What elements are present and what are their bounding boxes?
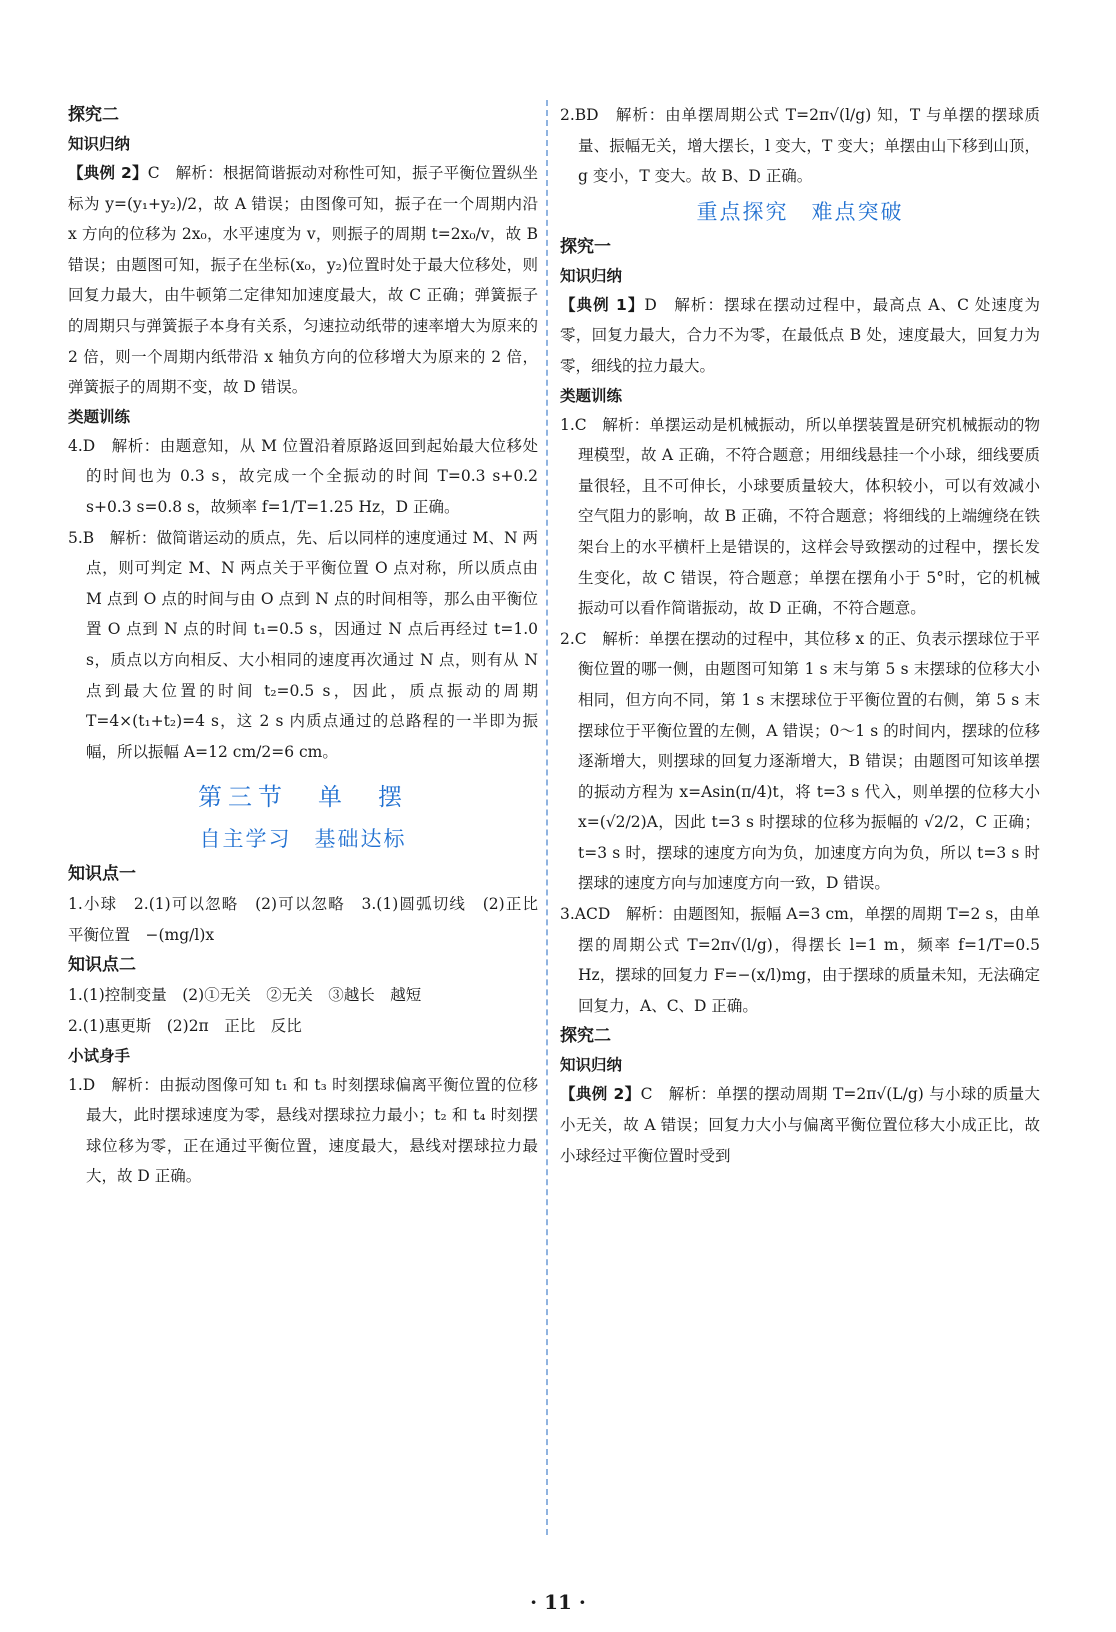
dianli2-label: 【典例 2】	[68, 164, 148, 182]
dianli2-paragraph	[68, 158, 538, 403]
heading-leiti-xunlian-r: 类题训练	[560, 386, 623, 405]
r-answer-3: 3.ACD 解析：由题图知，振幅 A=3 cm，单摆的周期 T=2 s，由单摆的周期公式 T=2π√(l/g)，得摆长 l=1 m，频率 f=1/T=0.5 Hz，摆球的回复力 F=−(x/l)mg，由于摆球的质量未知，无法确定回复力，A、C、D 正确。	[560, 905, 1040, 1015]
dianli1-label: 【典例 1】	[560, 295, 645, 314]
zhishidian2-line1: 1.(1)控制变量 (2)①无关 ②无关 ③越长 越短	[68, 986, 422, 1005]
heading-zhishi-guina-r2: 知识归纳	[560, 1056, 623, 1075]
section-title: 第三节 单 摆	[198, 783, 408, 812]
dianli1-paragraph	[560, 290, 1040, 382]
r-answer-2: 2.C 解析：单摆在摆动的过程中，其位移 x 的正、负表示摆球位于平衡位置的哪一侧，由题图可知第 1 s 末与第 5 s 末摆球的位移大小相同，但方向不同，第 1 s 末摆球位于平衡位置的右侧，第 5 s 末摆球位于平衡位置的左侧，A 错误；0～1 s 的时间内，摆球的位移逐渐增大，则摆球的回复力逐渐增大，B 错误；由题图可知该单摆的振动方程为 x=Asin(π/4)t，将 t=3 s 代入，则单摆的位移大小 x=(√2/2)A，因此 t=3 s 时摆球的位移为振幅的 √2/2，C 正确；t=3 s 时，摆球的速度方向为负，加速度方向为负，所以 t=3 s 时摆球的速度方向与加速度方向一致，D 错误。	[560, 629, 1040, 893]
heading-zhishidian1: 知识点一	[68, 864, 136, 885]
heading-tanjiu1: 探究一	[560, 236, 611, 257]
answer-4: 4.D 解析：由题意知，从 M 位置沿着原路返回到起始最大位移处的时间也为 0.3 s，故完成一个全振动的时间 T=0.3 s+0.2 s+0.3 s=0.8 s，故频率 f=1/T=1.25 Hz，D 正确。	[68, 436, 538, 516]
zhishidian1-answers: 1.小球 2.(1)可以忽略 (2)可以忽略 3.(1)圆弧切线 (2)正比 平衡位置 −(mg/l)x	[68, 895, 554, 944]
section-subtitle-2: 重点探究 难点突破	[696, 199, 904, 224]
answer-2bd: 2.BD 解析：由单摆周期公式 T=2π√(l/g) 知，T 与单摆的摆球质量、振幅无关，增大摆长，l 变大，T 变大；单摆由山下移到山顶，g 变小，T 变大。故 B、D 正确。	[560, 106, 1040, 186]
heading-tanjiu2-r: 探究二	[560, 1026, 611, 1047]
r-answer-1: 1.C 解析：单摆运动是机械振动，所以单摆装置是研究机械振动的物理模型，故 A 正确，不符合题意；用细线悬挂一个小球，细线要质量很轻，且不可伸长，小球要质量较大，体积较小，可以有效减小空气阻力的影响，故 B 正确，不符合题意；将细线的上端缠绕在铁架台上的水平横杆上是错误的，这样会导致摆动的过程中，摆长发生变化，故 C 错误，符合题意；单摆在摆角小于 5°时，它的机械振动可以看作简谐振动，故 D 正确，不符合题意。	[560, 415, 1040, 618]
heading-zhishi-guina-r: 知识归纳	[560, 266, 623, 285]
heading-xiaoshi-shenshou: 小试身手	[68, 1046, 131, 1065]
section-subtitle: 自主学习 基础达标	[199, 827, 407, 852]
column-divider	[546, 100, 548, 1535]
zhishidian2-line2: 2.(1)惠更斯 (2)2π 正比 反比	[68, 1017, 302, 1036]
page-number: · 11 ·	[530, 1590, 586, 1614]
dianli2-r-label: 【典例 2】	[560, 1085, 641, 1104]
dianli1-text: D 解析：摆球在摆动过程中，最高点 A、C 处速度为零，回复力最大，合力不为零，在最低点 B 处，速度最大，回复力为零，细线的拉力最大。	[560, 295, 1041, 375]
dianli2-r-text: C 解析：单摆的摆动周期 T=2π√(L/g) 与小球的质量大小无关，故 A 错误；回复力大小与偏离平衡位置位移大小成正比，故小球经过平衡位置时受到	[560, 1085, 1040, 1165]
answer-5: 5.B 解析：做简谐运动的质点，先、后以同样的速度通过 M、N 两点，则可判定 M、N 两点关于平衡位置 O 点对称，所以质点由 M 点到 O 点的时间与由 O 点到 N 点的时间相等，那么由平衡位置 O 点到 N 点的时间 t₁=0.5 s，因通过 N 点后再经过 t=1.0 s，质点以方向相反、大小相同的速度再次通过 N 点，则有从 N 点到最大位置的时间 t₂=0.5 s，因此，质点振动的周期 T=4×(t₁+t₂)=4 s，这 2 s 内质点通过的总路程的一半即为振幅，所以振幅 A=12 cm/2=6 cm。	[68, 528, 538, 761]
dianli2-r-paragraph	[560, 1079, 1040, 1171]
dianli2-text: C 解析：根据简谐振动对称性可知，振子平衡位置纵坐标为 y=(y₁+y₂)/2，故 A 错误；由图像可知，振子在一个周期内沿 x 方向的位移为 2x₀，水平速度为 v，则振子的周期 t=2x₀/v，故 B 错误；由题图可知，振子在坐标(x₀，y₂)位置时处于最大位移处，则回复力最大，由牛顿第二定律知加速度最大，故 C 正确；弹簧振子的周期只与弹簧振子本身有关系，匀速拉动纸带的速率增大为原来的 2 倍，则一个周期内纸带沿 x 轴负方向的位移增大为原来的 2 倍，弹簧振子的周期不变，故 D 错误。	[68, 164, 538, 397]
heading-zhishi-guina: 知识归纳	[68, 135, 131, 153]
heading-leiti-xunlian: 类题训练	[68, 407, 131, 426]
heading-zhishidian2: 知识点二	[68, 955, 136, 976]
xiaoshi-answer-1: 1.D 解析：由振动图像可知 t₁ 和 t₃ 时刻摆球偏离平衡位置的位移最大，此时摆球速度为零，悬线对摆球拉力最小；t₂ 和 t₄ 时刻摆球位移为零，正在通过平衡位置，速度最大，悬线对摆球拉力最大，故 D 正确。	[68, 1075, 538, 1186]
heading-tanjiu2: 探究二	[68, 105, 119, 125]
right-column	[560, 100, 1040, 1171]
left-column	[68, 100, 554, 1192]
